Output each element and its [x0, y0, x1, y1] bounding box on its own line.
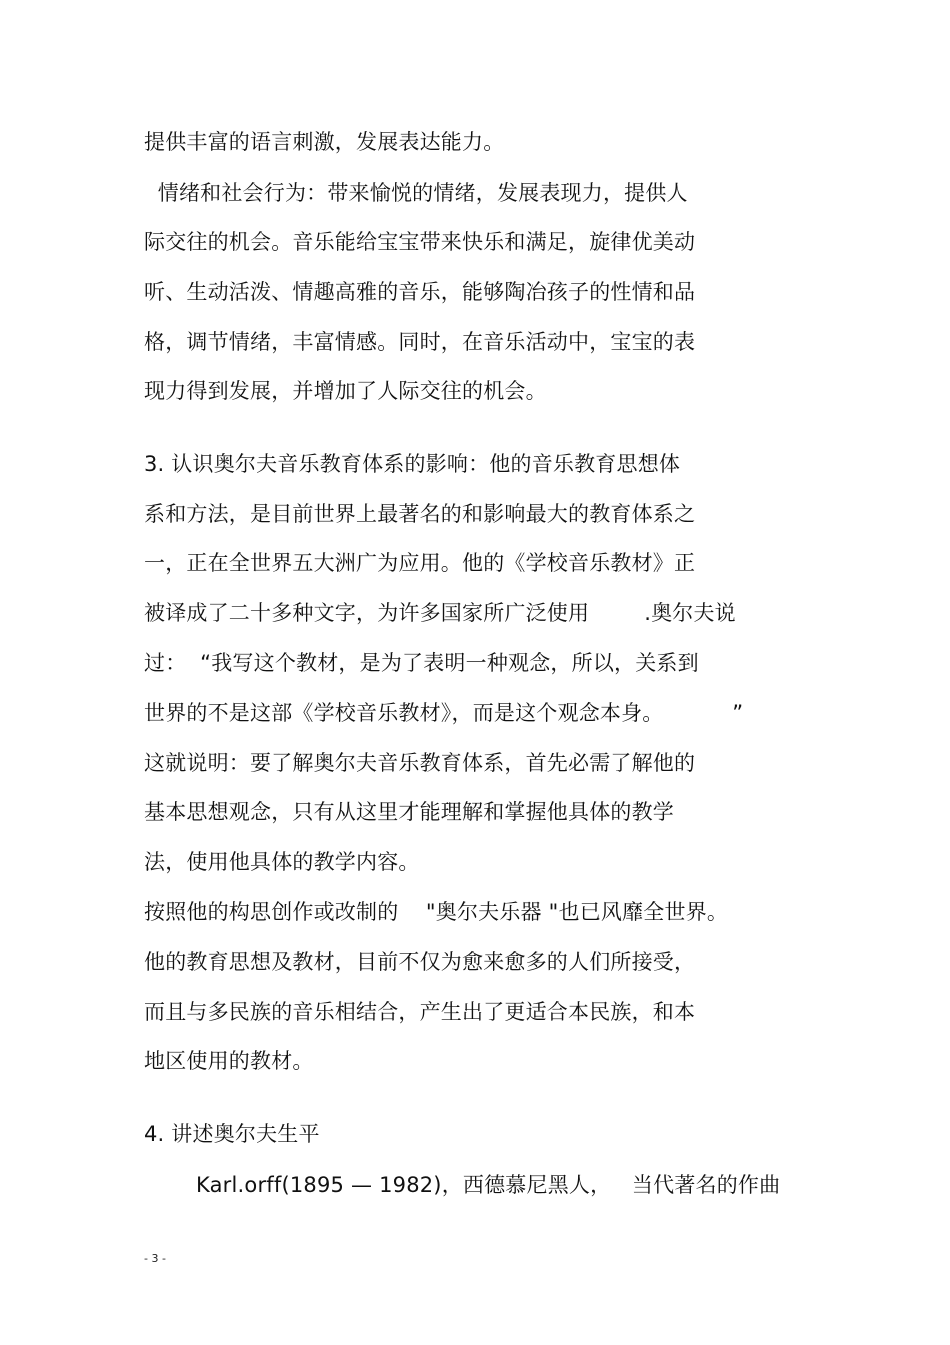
- text-line: 被译成了二十多种文字，为许多国家所广泛使用 .奥尔夫说: [144, 601, 736, 625]
- section-heading-3: 3. 认识奥尔夫音乐教育体系的影响：他的音乐教育思想体: [144, 452, 681, 476]
- text-line: 法，使用他具体的教学内容。: [144, 850, 420, 874]
- text-line: 一，正在全世界五大洲广为应用。他的《学校音乐教材》正: [144, 551, 696, 575]
- page-number: - 3 -: [144, 1252, 166, 1265]
- text-line: 提供丰富的语言刺激，发展表达能力。: [144, 130, 505, 154]
- text-line: 情绪和社会行为：带来愉悦的情绪，发展表现力，提供人: [144, 181, 688, 205]
- text-line: 现力得到发展，并增加了人际交往的机会。: [144, 379, 547, 403]
- text-line: 际交往的机会。音乐能给宝宝带来快乐和满足，旋律优美动: [144, 230, 696, 254]
- text-line: 按照他的构思创作或改制的 "奥尔夫乐器 "也已风靡全世界。: [144, 900, 729, 924]
- text-line: 系和方法，是目前世界上最著名的和影响最大的教育体系之: [144, 502, 696, 526]
- text-line: 他的教育思想及教材，目前不仅为愈来愈多的人们所接受，: [144, 950, 696, 974]
- text-line: Karl.orff(1895 — 1982)，西德慕尼黑人， 当代著名的作曲: [196, 1173, 781, 1197]
- text-line: 基本思想观念，只有从这里才能理解和掌握他具体的教学: [144, 800, 674, 824]
- text-line: 格，调节情绪，丰富情感。同时，在音乐活动中，宝宝的表: [144, 330, 696, 354]
- text-line: 听、生动活泼、情趣高雅的音乐，能够陶冶孩子的性情和品: [144, 280, 696, 304]
- text-line: 过： “我写这个教材，是为了表明一种观念，所以，关系到: [144, 651, 699, 675]
- text-line: 世界的不是这部《学校音乐教材》，而是这个观念本身。 ”: [144, 701, 744, 725]
- text-line: 这就说明：要了解奥尔夫音乐教育体系，首先必需了解他的: [144, 751, 696, 775]
- text-line: 地区使用的教材。: [144, 1049, 314, 1073]
- text-line: 而且与多民族的音乐相结合，产生出了更适合本民族，和本: [144, 1000, 696, 1024]
- section-heading-4: 4. 讲述奥尔夫生平: [144, 1122, 320, 1146]
